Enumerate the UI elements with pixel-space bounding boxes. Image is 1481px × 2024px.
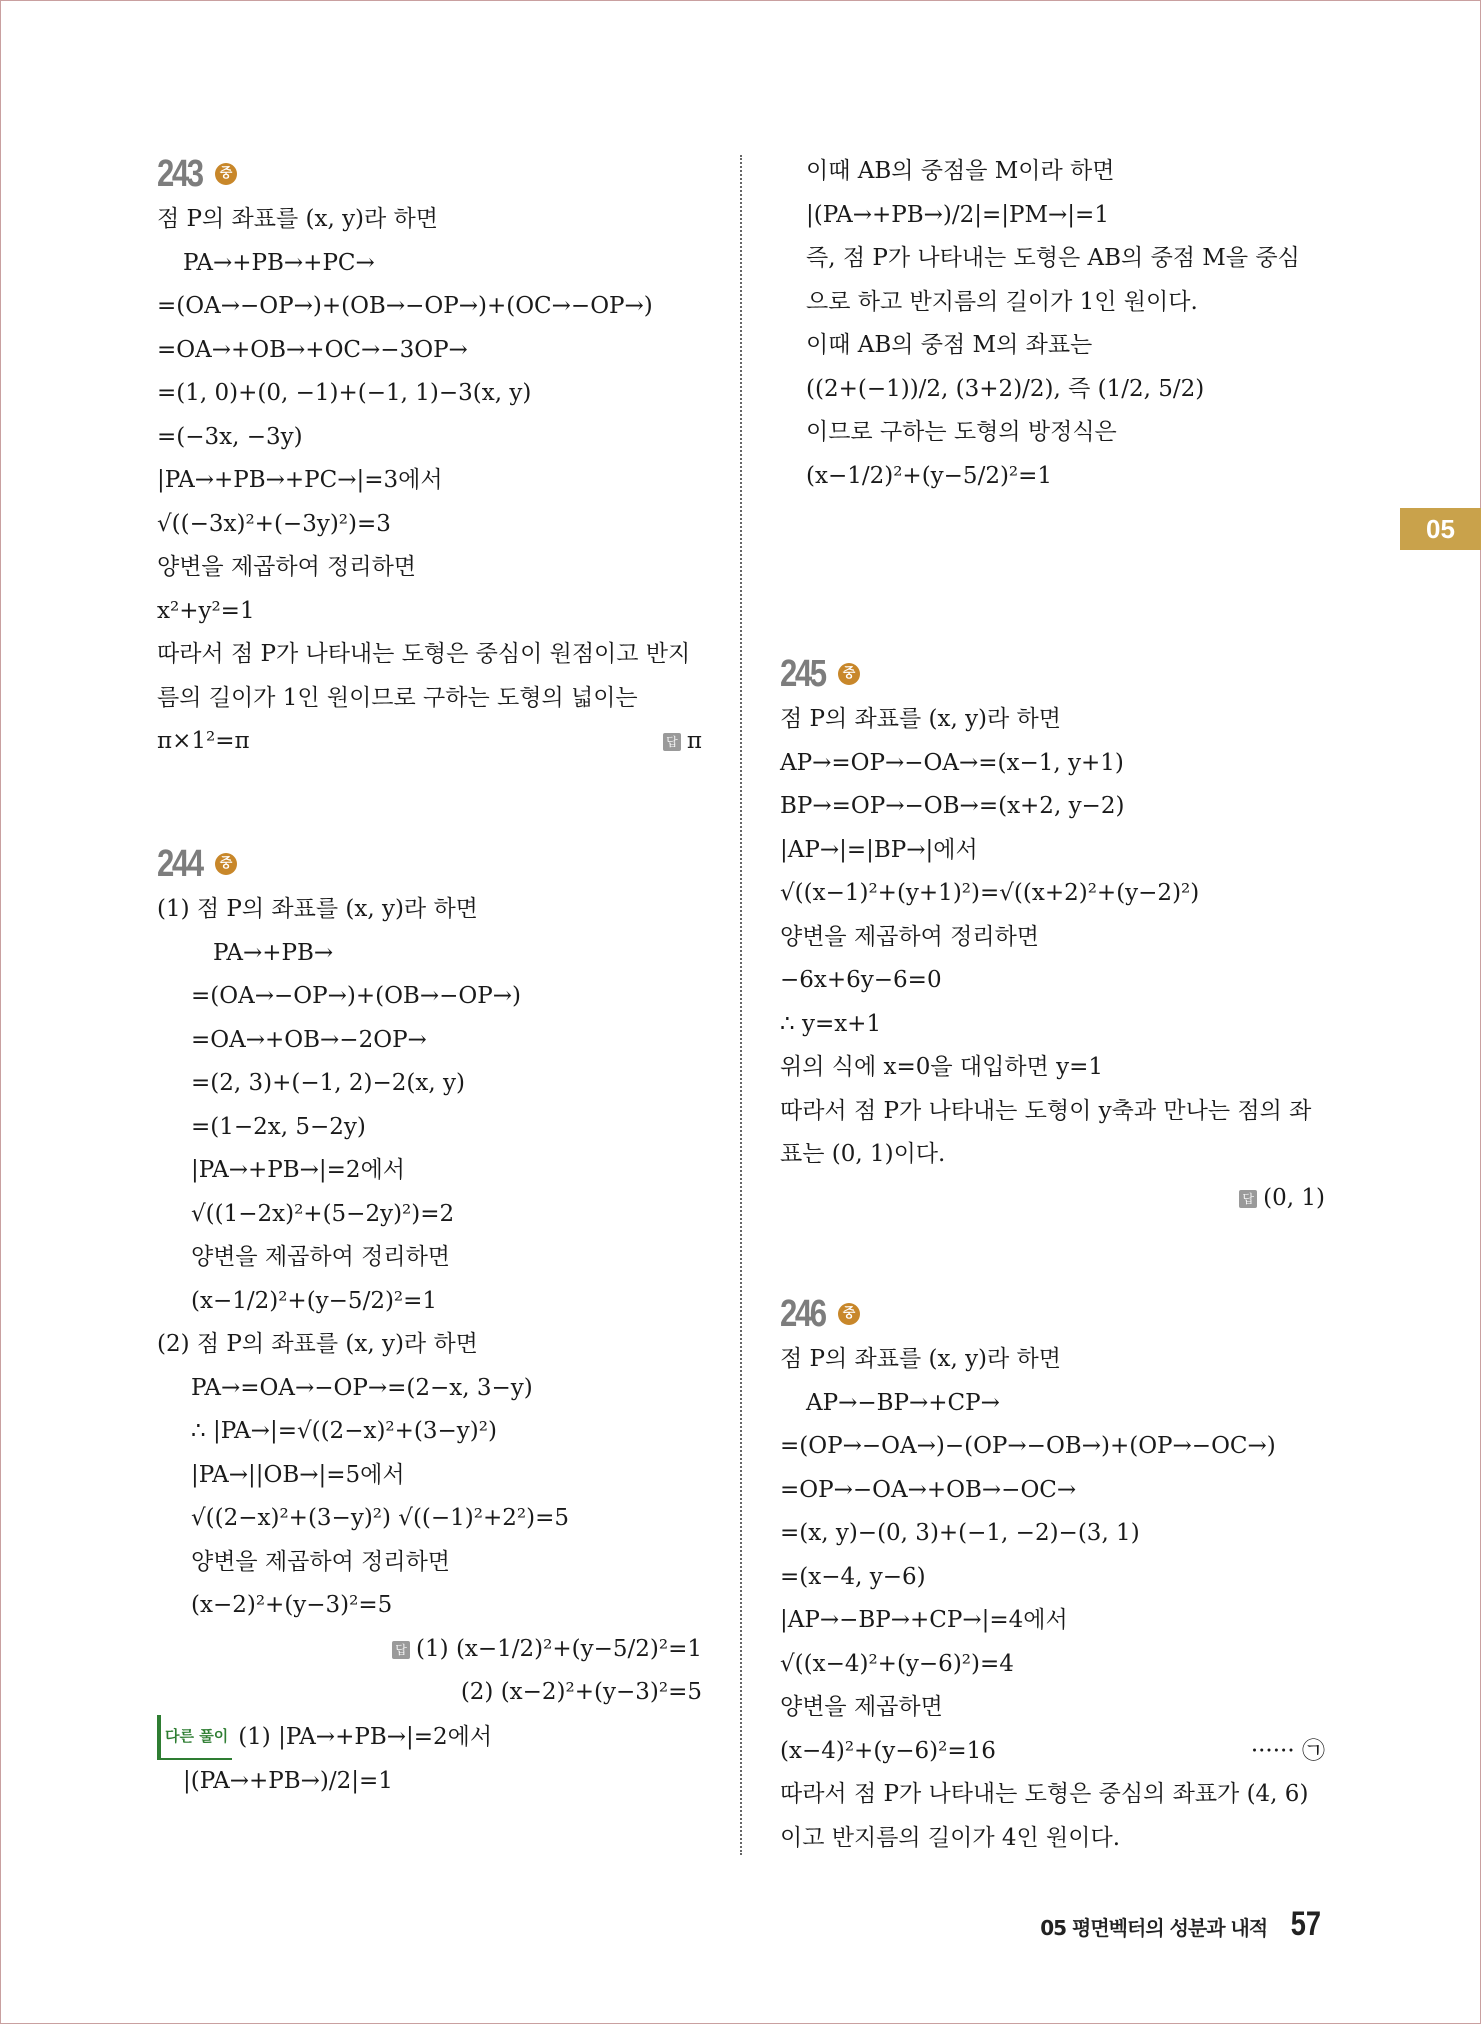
solution-line: 름의 길이가 1인 원이므로 구하는 도형의 넓이는: [157, 684, 638, 711]
solution-line: 따라서 점 P가 나타내는 도형이 y축과 만나는 점의 좌: [780, 1097, 1312, 1124]
solution-line: 따라서 점 P가 나타내는 도형은 중심의 좌표가 (4, 6): [780, 1781, 1309, 1807]
solution-text: π×1²=π: [157, 728, 250, 754]
solution-line: PA→=OA→−OP→=(2−x, 3−y): [191, 1374, 533, 1401]
solution-line: =(x−4, y−6): [780, 1563, 926, 1590]
solution-line: =OA→+OB→−2OP→: [191, 1026, 427, 1053]
solution-line: =OA→+OB→+OC→−3OP→: [157, 336, 468, 363]
solution-line: 점 P의 좌표를 (x, y)라 하면: [157, 206, 438, 232]
solution-line: PA→+PB→+PC→: [183, 249, 375, 276]
alt-solution-line: [157, 1715, 702, 1761]
answer-icon: 답: [1239, 1190, 1257, 1208]
answer-value: π: [686, 728, 702, 754]
solution-line: √((x−1)²+(y+1)²)=√((x+2)²+(y−2)²): [780, 880, 1200, 906]
answer: [663, 720, 702, 764]
solution-text: (x−4)²+(y−6)²=16: [780, 1737, 996, 1764]
solution-line: 이므로 구하는 도형의 방정식은: [806, 419, 1117, 445]
solution-line: =(1, 0)+(0, −1)+(−1, 1)−3(x, y): [157, 380, 532, 406]
solution-line: 즉, 점 P가 나타내는 도형은 AB의 중점 M을 중심: [806, 245, 1300, 271]
solution-line: ∴ y=x+1: [780, 1010, 882, 1037]
solution-line-with-answer: [157, 720, 702, 764]
solution-line: (1) 점 P의 좌표를 (x, y)라 하면: [157, 896, 478, 922]
solution-line: √((x−4)²+(y−6)²)=4: [780, 1650, 1014, 1677]
solution-line: √((2−x)²+(3−y)²) √((−1)²+2²)=5: [191, 1505, 569, 1531]
problem-244-continued: [780, 150, 1325, 498]
problem-246: [780, 1290, 1325, 1860]
difficulty-badge: 중: [215, 853, 237, 875]
solution-line: |PA→||OB→|=5에서: [191, 1461, 405, 1488]
answer: [780, 1177, 1325, 1221]
solution-line: √((1−2x)²+(5−2y)²)=2: [191, 1200, 455, 1227]
solution-line: =(−3x, −3y): [157, 423, 303, 450]
difficulty-badge: 중: [215, 163, 237, 185]
solution-line: AP→−BP→+CP→: [806, 1389, 1000, 1416]
problem-number: 244: [157, 842, 202, 885]
page-number: 57: [1290, 1905, 1322, 1943]
page-footer: [1040, 1905, 1325, 1944]
solution-line: 양변을 제곱하여 정리하면: [780, 923, 1040, 950]
solution-line: √((−3x)²+(−3y)²)=3: [157, 510, 391, 537]
problem-number: 243: [157, 152, 202, 195]
solution-line: −6x+6y−6=0: [780, 967, 942, 993]
alt-solution-text: (1) |PA→+PB→|=2에서: [238, 1723, 493, 1750]
problem-245: [780, 650, 1325, 1220]
solution-line: (x−1/2)²+(y−5/2)²=1: [806, 462, 1053, 489]
solution-line: (x−2)²+(y−3)²=5: [191, 1592, 393, 1618]
difficulty-badge: 중: [838, 663, 860, 685]
solution-line: ∴ |PA→|=√((2−x)²+(3−y)²): [191, 1418, 497, 1444]
solution-line: =(2, 3)+(−1, 2)−2(x, y): [191, 1070, 465, 1096]
solution-line: x²+y²=1: [157, 597, 255, 624]
solution-line: |PA→+PB→|=2에서: [191, 1157, 406, 1183]
solution-line: |AP→−BP→+CP→|=4에서: [780, 1607, 1068, 1633]
solution-line: |(PA→+PB→)/2|=|PM→|=1: [806, 201, 1109, 228]
answer-value: (2) (x−2)²+(y−3)²=5: [460, 1679, 702, 1705]
answer-icon: 답: [663, 733, 681, 751]
solution-line: =(1−2x, 5−2y): [191, 1113, 366, 1140]
footer-chapter-title: 05 평면벡터의 성분과 내적: [1040, 1916, 1268, 1940]
solution-line: 이고 반지름의 길이가 4인 원이다.: [780, 1824, 1121, 1851]
solution-line: 위의 식에 x=0을 대입하면 y=1: [780, 1054, 1103, 1080]
solution-line: (x−1/2)²+(y−5/2)²=1: [191, 1287, 438, 1314]
answer-value: (0, 1): [1263, 1184, 1325, 1211]
problem-number: 246: [780, 1292, 825, 1335]
solution-line: 양변을 제곱하여 정리하면: [191, 1548, 451, 1575]
alt-solution-line: |(PA→+PB→)/2|=1: [183, 1768, 393, 1794]
equation-marker: ······ ㉠: [1250, 1737, 1325, 1764]
solution-line: 이때 AB의 중점 M의 좌표는: [806, 332, 1093, 358]
problem-243: [157, 150, 702, 764]
problem-number: 245: [780, 652, 825, 695]
solution-line: =(OA→−OP→)+(OB→−OP→)+(OC→−OP→): [157, 293, 653, 319]
solution-line: AP→=OP→−OA→=(x−1, y+1): [780, 749, 1124, 776]
solution-line: 표는 (0, 1)이다.: [780, 1141, 946, 1167]
solution-line: =(OA→−OP→)+(OB→−OP→): [191, 983, 521, 1009]
solution-line: (2) 점 P의 좌표를 (x, y)라 하면: [157, 1331, 478, 1357]
solution-line: 따라서 점 P가 나타내는 도형은 중심이 원점이고 반지: [157, 641, 691, 667]
solution-line: 양변을 제곱하여 정리하면: [191, 1244, 451, 1270]
solution-line: =(OP→−OA→)−(OP→−OB→)+(OP→−OC→): [780, 1433, 1276, 1459]
solution-line: |AP→|=|BP→|에서: [780, 836, 978, 863]
solution-line: 양변을 제곱하여 정리하면: [157, 554, 417, 580]
answer-value: (1) (x−1/2)²+(y−5/2)²=1: [416, 1635, 702, 1662]
solution-line: 점 P의 좌표를 (x, y)라 하면: [780, 706, 1061, 732]
solution-line: |PA→+PB→+PC→|=3에서: [157, 467, 443, 493]
solution-line: =(x, y)−(0, 3)+(−1, −2)−(3, 1): [780, 1520, 1140, 1546]
alt-solution-tag: 다른 풀이: [157, 1715, 232, 1761]
difficulty-badge: 중: [838, 1303, 860, 1325]
solution-line: 으로 하고 반지름의 길이가 1인 원이다.: [806, 288, 1198, 315]
answer: [157, 1628, 702, 1672]
solution-line: BP→=OP→−OB→=(x+2, y−2): [780, 793, 1125, 819]
solution-line: 양변을 제곱하면: [780, 1694, 943, 1720]
solution-line: ((2+(−1))/2, (3+2)/2), 즉 (1/2, 5/2): [806, 375, 1205, 402]
solution-line: =OP→−OA→+OB→−OC→: [780, 1476, 1077, 1503]
column-divider: [740, 155, 742, 1855]
problem-244: [157, 840, 702, 1804]
solution-line: 이때 AB의 중점을 M이라 하면: [806, 158, 1115, 184]
solution-line: 점 P의 좌표를 (x, y)라 하면: [780, 1346, 1061, 1372]
chapter-side-tab: 05: [1400, 508, 1481, 550]
solution-line: PA→+PB→: [213, 939, 334, 966]
solution-line-with-marker: [780, 1730, 1325, 1774]
answer-icon: 답: [392, 1641, 410, 1659]
